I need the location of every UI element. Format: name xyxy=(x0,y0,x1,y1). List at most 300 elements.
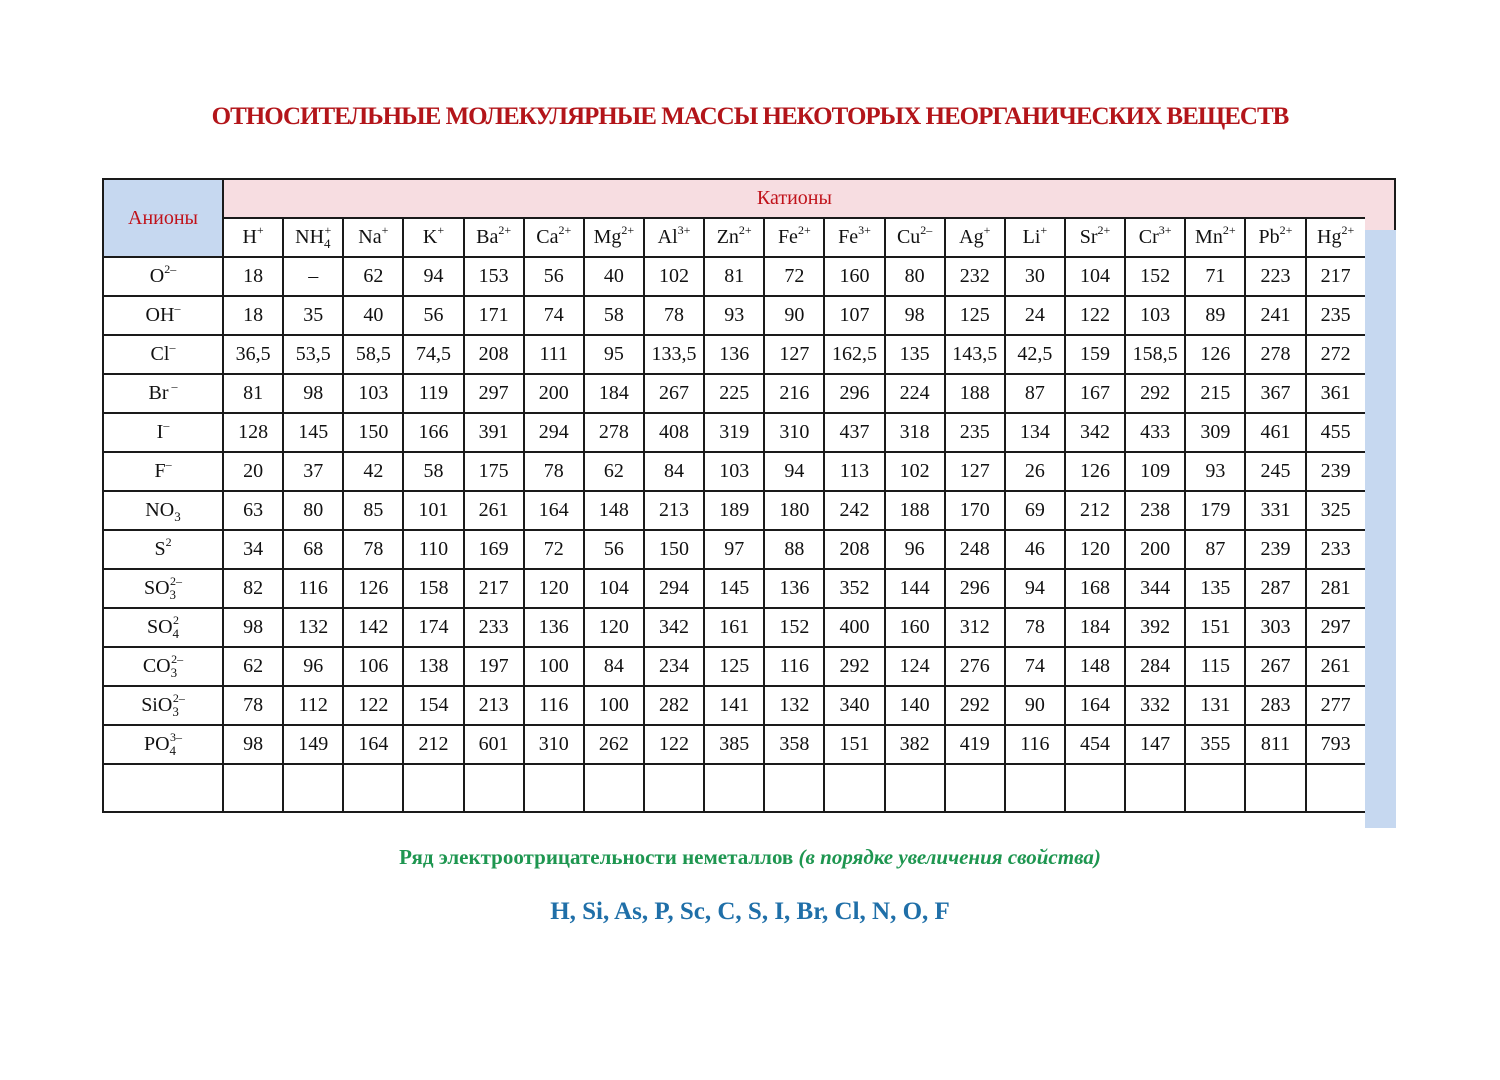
mass-value-cell: 71 xyxy=(1185,257,1245,296)
mass-value-cell: 94 xyxy=(764,452,824,491)
empty-cell xyxy=(764,764,824,812)
mass-value-cell: 68 xyxy=(283,530,343,569)
mass-value-cell: 74 xyxy=(524,296,584,335)
table-row xyxy=(103,413,1366,452)
table-row xyxy=(103,686,1366,725)
mass-value-cell: 72 xyxy=(524,530,584,569)
cation-base: Al xyxy=(657,226,678,248)
cation-charge: 3+ xyxy=(1158,223,1172,237)
mass-value-cell: 200 xyxy=(1125,530,1185,569)
anion-subscript: 4 xyxy=(169,743,177,758)
cation-charge: 2+ xyxy=(498,223,512,237)
mass-value-cell: 216 xyxy=(764,374,824,413)
mass-value-cell: 319 xyxy=(704,413,764,452)
mass-value-cell: 58 xyxy=(584,296,644,335)
anion-charge: 2– xyxy=(171,652,184,666)
mass-value-cell: 85 xyxy=(343,491,403,530)
mass-value-cell: 132 xyxy=(764,686,824,725)
mass-value-cell: 18 xyxy=(223,257,283,296)
mass-value-cell: 104 xyxy=(584,569,644,608)
mass-value-cell: 40 xyxy=(584,257,644,296)
mass-value-cell: – xyxy=(283,257,343,296)
mass-value-cell: 58 xyxy=(403,452,463,491)
mass-value-cell: 332 xyxy=(1125,686,1185,725)
mass-value-cell: 133,5 xyxy=(644,335,704,374)
mass-value-cell: 95 xyxy=(584,335,644,374)
mass-value-cell: 131 xyxy=(1185,686,1245,725)
anion-cell xyxy=(103,569,223,608)
anion-cell xyxy=(103,257,223,296)
cation-charge: 2+ xyxy=(558,223,572,237)
empty-cell xyxy=(1125,764,1185,812)
anion-cell xyxy=(103,608,223,647)
cation-base: Li xyxy=(1022,226,1041,248)
mass-value-cell: 184 xyxy=(584,374,644,413)
cations-row xyxy=(103,218,1366,257)
cations-header: Катионы xyxy=(223,179,1366,218)
mass-value-cell: 30 xyxy=(1005,257,1065,296)
mass-value-cell: 120 xyxy=(584,608,644,647)
mass-value-cell: 180 xyxy=(764,491,824,530)
empty-cell xyxy=(524,764,584,812)
anion-cell xyxy=(103,374,223,413)
cation-charge: + xyxy=(324,223,332,237)
cation-header-cell xyxy=(403,218,463,257)
mass-value-cell: 281 xyxy=(1306,569,1366,608)
anion-base: I xyxy=(156,421,164,443)
mass-value-cell: 36,5 xyxy=(223,335,283,374)
anion-charge: – xyxy=(163,418,170,432)
mass-value-cell: 37 xyxy=(283,452,343,491)
mass-value-cell: 78 xyxy=(644,296,704,335)
cation-charge: 2+ xyxy=(1222,223,1236,237)
molecular-mass-table xyxy=(102,178,1367,813)
mass-value-cell: 116 xyxy=(524,686,584,725)
empty-cell xyxy=(283,764,343,812)
mass-value-cell: 454 xyxy=(1065,725,1125,764)
mass-value-cell: 167 xyxy=(1065,374,1125,413)
mass-value-cell: 160 xyxy=(824,257,884,296)
mass-value-cell: 102 xyxy=(644,257,704,296)
mass-value-cell: 103 xyxy=(1125,296,1185,335)
mass-value-cell: 126 xyxy=(343,569,403,608)
mass-value-cell: 309 xyxy=(1185,413,1245,452)
mass-value-cell: 98 xyxy=(283,374,343,413)
empty-cell xyxy=(584,764,644,812)
mass-value-cell: 433 xyxy=(1125,413,1185,452)
anion-base: O xyxy=(149,265,165,287)
mass-value-cell: 107 xyxy=(824,296,884,335)
anion-base: CO xyxy=(142,655,171,677)
mass-value-cell: 282 xyxy=(644,686,704,725)
mass-value-cell: 217 xyxy=(1306,257,1366,296)
table-row xyxy=(103,452,1366,491)
mass-value-cell: 90 xyxy=(764,296,824,335)
mass-value-cell: 145 xyxy=(283,413,343,452)
mass-value-cell: 382 xyxy=(885,725,945,764)
mass-value-cell: 127 xyxy=(945,452,1005,491)
mass-value-cell: 74,5 xyxy=(403,335,463,374)
cation-header-cell xyxy=(223,218,283,257)
cation-base: NH xyxy=(295,226,325,248)
mass-value-cell: 408 xyxy=(644,413,704,452)
mass-value-cell: 171 xyxy=(464,296,524,335)
cation-header-cell xyxy=(1065,218,1125,257)
mass-value-cell: 151 xyxy=(824,725,884,764)
mass-value-cell: 34 xyxy=(223,530,283,569)
cation-base: Sr xyxy=(1079,226,1098,248)
mass-value-cell: 101 xyxy=(403,491,463,530)
cation-charge: + xyxy=(1040,223,1048,237)
mass-value-cell: 126 xyxy=(1065,452,1125,491)
anion-charge: 2– xyxy=(172,691,185,705)
mass-value-cell: 234 xyxy=(644,647,704,686)
anion-cell xyxy=(103,413,223,452)
mass-value-cell: 134 xyxy=(1005,413,1065,452)
mass-value-cell: 455 xyxy=(1306,413,1366,452)
mass-value-cell: 276 xyxy=(945,647,1005,686)
mass-value-cell: 93 xyxy=(704,296,764,335)
mass-value-cell: 72 xyxy=(764,257,824,296)
mass-value-cell: 148 xyxy=(584,491,644,530)
mass-value-cell: 232 xyxy=(945,257,1005,296)
mass-value-cell: 122 xyxy=(644,725,704,764)
cation-base: Ca xyxy=(536,226,559,248)
mass-value-cell: 158,5 xyxy=(1125,335,1185,374)
cation-base: H xyxy=(242,226,257,248)
anion-subscript: 4 xyxy=(172,626,180,641)
mass-value-cell: 235 xyxy=(945,413,1005,452)
mass-value-cell: 158 xyxy=(403,569,463,608)
anion-cell xyxy=(103,686,223,725)
anions-header: Анионы xyxy=(103,179,223,257)
mass-value-cell: 248 xyxy=(945,530,1005,569)
mass-value-cell: 391 xyxy=(464,413,524,452)
mass-value-cell: 162,5 xyxy=(824,335,884,374)
page-title: ОТНОСИТЕЛЬНЫЕ МОЛЕКУЛЯРНЫЕ МАССЫ НЕКОТОРЫХ НЕОРГАНИЧЕСКИХ ВЕЩЕСТВ xyxy=(211,103,1289,130)
table-row xyxy=(103,647,1366,686)
empty-cell xyxy=(885,764,945,812)
mass-value-cell: 272 xyxy=(1306,335,1366,374)
mass-value-cell: 278 xyxy=(584,413,644,452)
anion-base: F xyxy=(154,460,166,482)
anion-cell xyxy=(103,725,223,764)
anion-base: S xyxy=(154,538,166,560)
mass-value-cell: 239 xyxy=(1306,452,1366,491)
mass-value-cell: 197 xyxy=(464,647,524,686)
series-note: (в порядке увеличения свойства) xyxy=(798,845,1101,869)
side-decoration-strip xyxy=(1365,230,1396,828)
mass-value-cell: 283 xyxy=(1245,686,1305,725)
table-row xyxy=(103,491,1366,530)
mass-value-cell: 42,5 xyxy=(1005,335,1065,374)
cation-header-cell xyxy=(764,218,824,257)
mass-value-cell: 35 xyxy=(283,296,343,335)
mass-value-cell: 241 xyxy=(1245,296,1305,335)
mass-value-cell: 143,5 xyxy=(945,335,1005,374)
mass-value-cell: 122 xyxy=(1065,296,1125,335)
anion-base: NO xyxy=(145,499,175,521)
mass-value-cell: 437 xyxy=(824,413,884,452)
cation-base: Ag xyxy=(959,226,984,248)
cation-charge: 2+ xyxy=(1097,223,1111,237)
cation-header-cell xyxy=(1185,218,1245,257)
empty-table-row xyxy=(103,764,1366,812)
cation-header-cell xyxy=(885,218,945,257)
mass-value-cell: 189 xyxy=(704,491,764,530)
anion-base: Br xyxy=(148,382,169,404)
mass-value-cell: 325 xyxy=(1306,491,1366,530)
mass-value-cell: 235 xyxy=(1306,296,1366,335)
anion-charge: – xyxy=(174,301,181,315)
cation-header-cell xyxy=(524,218,584,257)
mass-value-cell: 267 xyxy=(644,374,704,413)
mass-value-cell: 78 xyxy=(1005,608,1065,647)
mass-value-cell: 115 xyxy=(1185,647,1245,686)
mass-value-cell: 94 xyxy=(403,257,463,296)
mass-value-cell: 292 xyxy=(1125,374,1185,413)
mass-value-cell: 342 xyxy=(644,608,704,647)
mass-value-cell: 98 xyxy=(885,296,945,335)
cation-base: Mn xyxy=(1195,226,1223,248)
cation-header-cell xyxy=(464,218,524,257)
mass-value-cell: 318 xyxy=(885,413,945,452)
mass-value-cell: 303 xyxy=(1245,608,1305,647)
mass-value-cell: 261 xyxy=(464,491,524,530)
empty-cell xyxy=(1065,764,1125,812)
cation-subscript: 4 xyxy=(324,236,331,251)
mass-value-cell: 102 xyxy=(885,452,945,491)
mass-value-cell: 284 xyxy=(1125,647,1185,686)
mass-value-cell: 217 xyxy=(464,569,524,608)
empty-cell xyxy=(464,764,524,812)
mass-value-cell: 312 xyxy=(945,608,1005,647)
mass-value-cell: 297 xyxy=(464,374,524,413)
mass-value-cell: 100 xyxy=(584,686,644,725)
mass-value-cell: 125 xyxy=(945,296,1005,335)
cation-header-cell xyxy=(1125,218,1185,257)
mass-value-cell: 74 xyxy=(1005,647,1065,686)
mass-value-cell: 109 xyxy=(1125,452,1185,491)
mass-value-cell: 296 xyxy=(945,569,1005,608)
empty-cell xyxy=(1245,764,1305,812)
mass-value-cell: 93 xyxy=(1185,452,1245,491)
cation-base: Zn xyxy=(716,226,739,248)
cation-charge: 2+ xyxy=(1279,223,1293,237)
mass-value-cell: 78 xyxy=(343,530,403,569)
mass-value-cell: 152 xyxy=(764,608,824,647)
mass-value-cell: 96 xyxy=(283,647,343,686)
mass-value-cell: 62 xyxy=(343,257,403,296)
mass-value-cell: 419 xyxy=(945,725,1005,764)
mass-value-cell: 385 xyxy=(704,725,764,764)
mass-value-cell: 153 xyxy=(464,257,524,296)
mass-value-cell: 188 xyxy=(885,491,945,530)
mass-value-cell: 56 xyxy=(403,296,463,335)
mass-value-cell: 400 xyxy=(824,608,884,647)
cation-charge: + xyxy=(437,223,445,237)
mass-value-cell: 213 xyxy=(644,491,704,530)
mass-value-cell: 100 xyxy=(524,647,584,686)
mass-value-cell: 78 xyxy=(524,452,584,491)
molecular-mass-table-wrapper xyxy=(102,178,1396,828)
mass-value-cell: 296 xyxy=(824,374,884,413)
mass-value-cell: 120 xyxy=(524,569,584,608)
mass-value-cell: 111 xyxy=(524,335,584,374)
cation-charge: 2+ xyxy=(738,223,752,237)
anion-subscript: 3 xyxy=(169,587,177,602)
empty-cell xyxy=(103,764,223,812)
mass-value-cell: 262 xyxy=(584,725,644,764)
cation-base: Fe xyxy=(838,226,859,248)
mass-value-cell: 58,5 xyxy=(343,335,403,374)
mass-value-cell: 124 xyxy=(885,647,945,686)
mass-value-cell: 160 xyxy=(885,608,945,647)
anion-cell xyxy=(103,335,223,374)
empty-cell xyxy=(1306,764,1366,812)
mass-value-cell: 141 xyxy=(704,686,764,725)
table-header-row xyxy=(103,179,1366,218)
mass-value-cell: 140 xyxy=(885,686,945,725)
cation-header-cell xyxy=(704,218,764,257)
mass-value-cell: 24 xyxy=(1005,296,1065,335)
mass-value-cell: 87 xyxy=(1005,374,1065,413)
mass-value-cell: 136 xyxy=(704,335,764,374)
cation-base: Na xyxy=(358,226,382,248)
mass-value-cell: 242 xyxy=(824,491,884,530)
cation-charge: 2+ xyxy=(621,223,635,237)
mass-value-cell: 200 xyxy=(524,374,584,413)
cation-header-cell xyxy=(1306,218,1366,257)
mass-value-cell: 80 xyxy=(885,257,945,296)
mass-value-cell: 344 xyxy=(1125,569,1185,608)
cation-header-cell xyxy=(343,218,403,257)
mass-value-cell: 142 xyxy=(343,608,403,647)
cation-header-cell xyxy=(644,218,704,257)
cation-charge: 3+ xyxy=(858,223,871,237)
mass-value-cell: 103 xyxy=(704,452,764,491)
anion-subscript: 3 xyxy=(170,665,178,680)
mass-value-cell: 310 xyxy=(764,413,824,452)
cation-base: K xyxy=(422,226,438,248)
mass-value-cell: 208 xyxy=(824,530,884,569)
mass-value-cell: 135 xyxy=(885,335,945,374)
anion-charge: 2– xyxy=(170,574,183,588)
mass-value-cell: 164 xyxy=(343,725,403,764)
mass-value-cell: 261 xyxy=(1306,647,1366,686)
cation-base: Fe xyxy=(777,226,798,248)
mass-value-cell: 367 xyxy=(1245,374,1305,413)
mass-value-cell: 26 xyxy=(1005,452,1065,491)
mass-value-cell: 233 xyxy=(464,608,524,647)
mass-value-cell: 62 xyxy=(584,452,644,491)
mass-value-cell: 116 xyxy=(1005,725,1065,764)
mass-value-cell: 161 xyxy=(704,608,764,647)
cation-charge: 2+ xyxy=(797,223,811,237)
mass-value-cell: 168 xyxy=(1065,569,1125,608)
mass-value-cell: 62 xyxy=(223,647,283,686)
mass-value-cell: 150 xyxy=(343,413,403,452)
mass-value-cell: 287 xyxy=(1245,569,1305,608)
mass-value-cell: 128 xyxy=(223,413,283,452)
mass-value-cell: 151 xyxy=(1185,608,1245,647)
mass-value-cell: 119 xyxy=(403,374,463,413)
mass-value-cell: 154 xyxy=(403,686,463,725)
empty-cell xyxy=(403,764,463,812)
mass-value-cell: 159 xyxy=(1065,335,1125,374)
mass-value-cell: 238 xyxy=(1125,491,1185,530)
mass-value-cell: 112 xyxy=(283,686,343,725)
cation-base: Pb xyxy=(1258,226,1280,248)
mass-value-cell: 116 xyxy=(283,569,343,608)
mass-value-cell: 601 xyxy=(464,725,524,764)
mass-value-cell: 277 xyxy=(1306,686,1366,725)
mass-value-cell: 89 xyxy=(1185,296,1245,335)
anion-cell xyxy=(103,530,223,569)
table-row xyxy=(103,569,1366,608)
mass-value-cell: 297 xyxy=(1306,608,1366,647)
mass-value-cell: 188 xyxy=(945,374,1005,413)
mass-value-cell: 184 xyxy=(1065,608,1125,647)
anion-cell xyxy=(103,491,223,530)
anion-base: PO xyxy=(143,733,170,755)
mass-value-cell: 174 xyxy=(403,608,463,647)
mass-value-cell: 40 xyxy=(343,296,403,335)
mass-value-cell: 224 xyxy=(885,374,945,413)
mass-value-cell: 164 xyxy=(1065,686,1125,725)
mass-value-cell: 152 xyxy=(1125,257,1185,296)
cation-base: Hg xyxy=(1317,226,1342,248)
mass-value-cell: 98 xyxy=(223,608,283,647)
mass-value-cell: 84 xyxy=(644,452,704,491)
mass-value-cell: 169 xyxy=(464,530,524,569)
mass-value-cell: 331 xyxy=(1245,491,1305,530)
mass-value-cell: 340 xyxy=(824,686,884,725)
cation-base: Cu xyxy=(896,226,921,248)
anion-cell xyxy=(103,647,223,686)
mass-value-cell: 342 xyxy=(1065,413,1125,452)
mass-value-cell: 175 xyxy=(464,452,524,491)
mass-value-cell: 106 xyxy=(343,647,403,686)
mass-value-cell: 42 xyxy=(343,452,403,491)
mass-value-cell: 144 xyxy=(885,569,945,608)
mass-value-cell: 81 xyxy=(704,257,764,296)
mass-value-cell: 358 xyxy=(764,725,824,764)
mass-value-cell: 87 xyxy=(1185,530,1245,569)
cation-charge: + xyxy=(983,223,991,237)
mass-value-cell: 96 xyxy=(885,530,945,569)
mass-value-cell: 310 xyxy=(524,725,584,764)
mass-value-cell: 80 xyxy=(283,491,343,530)
anion-base: OH xyxy=(145,304,175,326)
mass-value-cell: 294 xyxy=(524,413,584,452)
mass-value-cell: 82 xyxy=(223,569,283,608)
mass-value-cell: 113 xyxy=(824,452,884,491)
empty-cell xyxy=(1185,764,1245,812)
mass-value-cell: 223 xyxy=(1245,257,1305,296)
mass-value-cell: 149 xyxy=(283,725,343,764)
anion-subscript: 3 xyxy=(174,509,181,524)
mass-value-cell: 110 xyxy=(403,530,463,569)
mass-value-cell: 56 xyxy=(584,530,644,569)
cation-charge: 2+ xyxy=(1341,223,1355,237)
cation-charge: + xyxy=(256,223,264,237)
table-row xyxy=(103,257,1366,296)
electronegativity-series-title xyxy=(0,845,1500,870)
empty-cell xyxy=(704,764,764,812)
anion-base: SO xyxy=(146,616,173,638)
mass-value-cell: 125 xyxy=(704,647,764,686)
